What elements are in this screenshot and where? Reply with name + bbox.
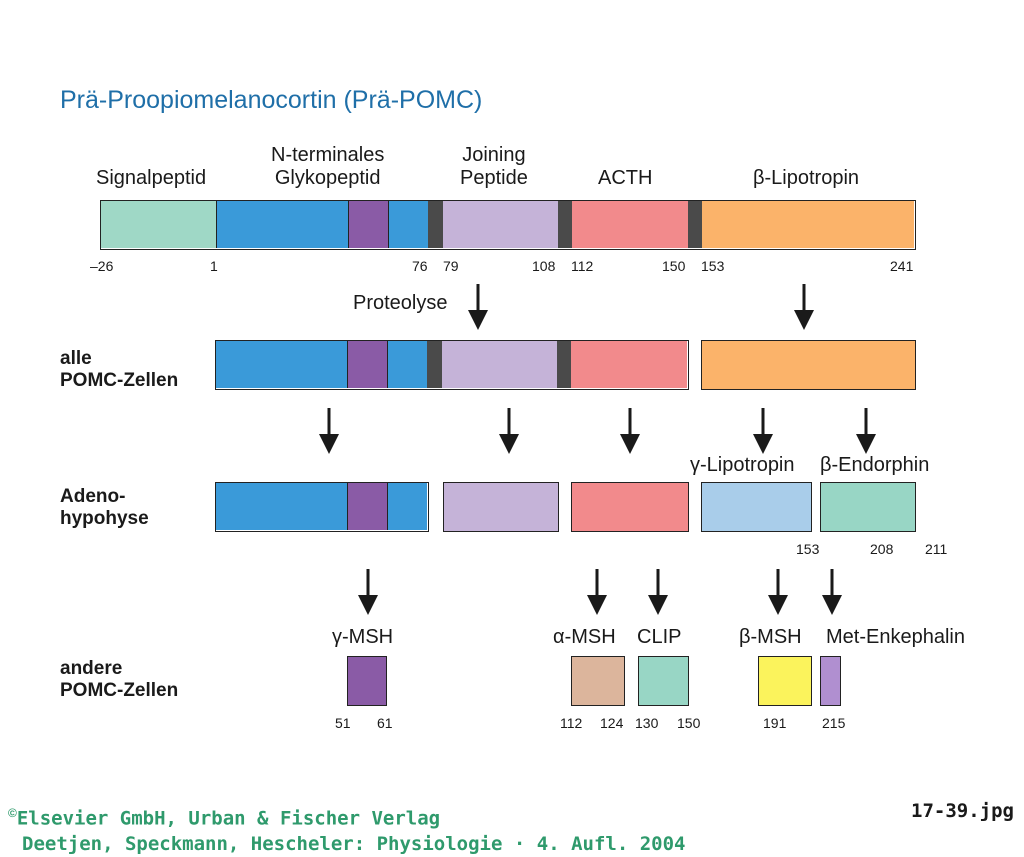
footer-filename: 17-39.jpg [911,800,1014,822]
num-76: 76 [412,258,428,274]
num-215: 215 [822,715,846,731]
arrow-down-icon [468,284,488,330]
footer-publisher: Elsevier GmbH, Urban & Fischer Verlag [16,807,441,830]
num-211: 211 [925,541,948,557]
num-191: 191 [763,715,787,731]
arrow-down-icon [587,569,607,615]
arrow-down-icon [768,569,788,615]
row-label-adeno-line1: Adeno- [60,486,126,507]
label-nterminales-line1: N-terminales [271,144,385,166]
label-clip: CLIP [637,626,682,648]
row-label-adeno-line2: hypohyse [60,508,149,529]
row-label-alle-line1: alle [60,348,92,369]
label-beta-msh: β-MSH [739,626,802,648]
label-acth: ACTH [598,167,653,189]
num-112: 112 [571,258,594,274]
num-241: 241 [890,258,914,274]
label-beta-lipotropin: β-Lipotropin [753,167,860,189]
label-joining-line2: Peptide [460,167,528,189]
arrow-down-icon [856,408,876,454]
footer-line-2: Deetjen, Speckmann, Hescheler: Physiologie · 4. Aufl. 2004 [22,833,686,856]
row-label-alle-line2: POMC-Zellen [60,370,179,391]
num-130: 130 [635,715,659,731]
num-208: 208 [870,541,894,557]
num-150: 150 [662,258,686,274]
arrow-down-icon [794,284,814,330]
label-gamma-lipotropin: γ-Lipotropin [690,454,795,476]
num-1: 1 [210,258,218,274]
footer-line-1 [8,800,685,831]
arrow-down-icon [499,408,519,454]
arrow-down-icon [620,408,640,454]
label-alpha-msh: α-MSH [553,626,616,648]
arrow-down-icon [358,569,378,615]
arrow-down-icon [753,408,773,454]
arrow-down-icon [319,408,339,454]
num-153-adeno: 153 [796,541,820,557]
row-label-andere-line2: POMC-Zellen [60,680,179,701]
label-joining-line1: Joining [462,144,526,166]
arrow-down-icon [648,569,668,615]
num-150-andere: 150 [677,715,701,731]
label-nterminales-line2: Glykopeptid [274,167,381,189]
diagram-title: Prä-Proopiomelanocortin (Prä-POMC) [60,86,483,114]
num-79: 79 [443,258,459,274]
num-108: 108 [532,258,556,274]
label-beta-endorphin: β-Endorphin [820,454,930,476]
num-124: 124 [600,715,624,731]
label-signalpeptid: Signalpeptid [96,167,207,189]
copyright-symbol: © [8,806,17,820]
num-153: 153 [701,258,725,274]
label-met-enkephalin: Met-Enkephalin [826,626,965,648]
arrow-down-icon [822,569,842,615]
label-gamma-msh: γ-MSH [332,626,394,648]
footer-credits [8,800,685,857]
num-61: 61 [377,715,393,731]
num-112-andere: 112 [560,715,583,731]
num-minus26: –26 [90,258,114,274]
num-51: 51 [335,715,351,731]
row-label-andere-line1: andere [60,658,123,679]
label-proteolyse: Proteolyse [353,292,448,314]
